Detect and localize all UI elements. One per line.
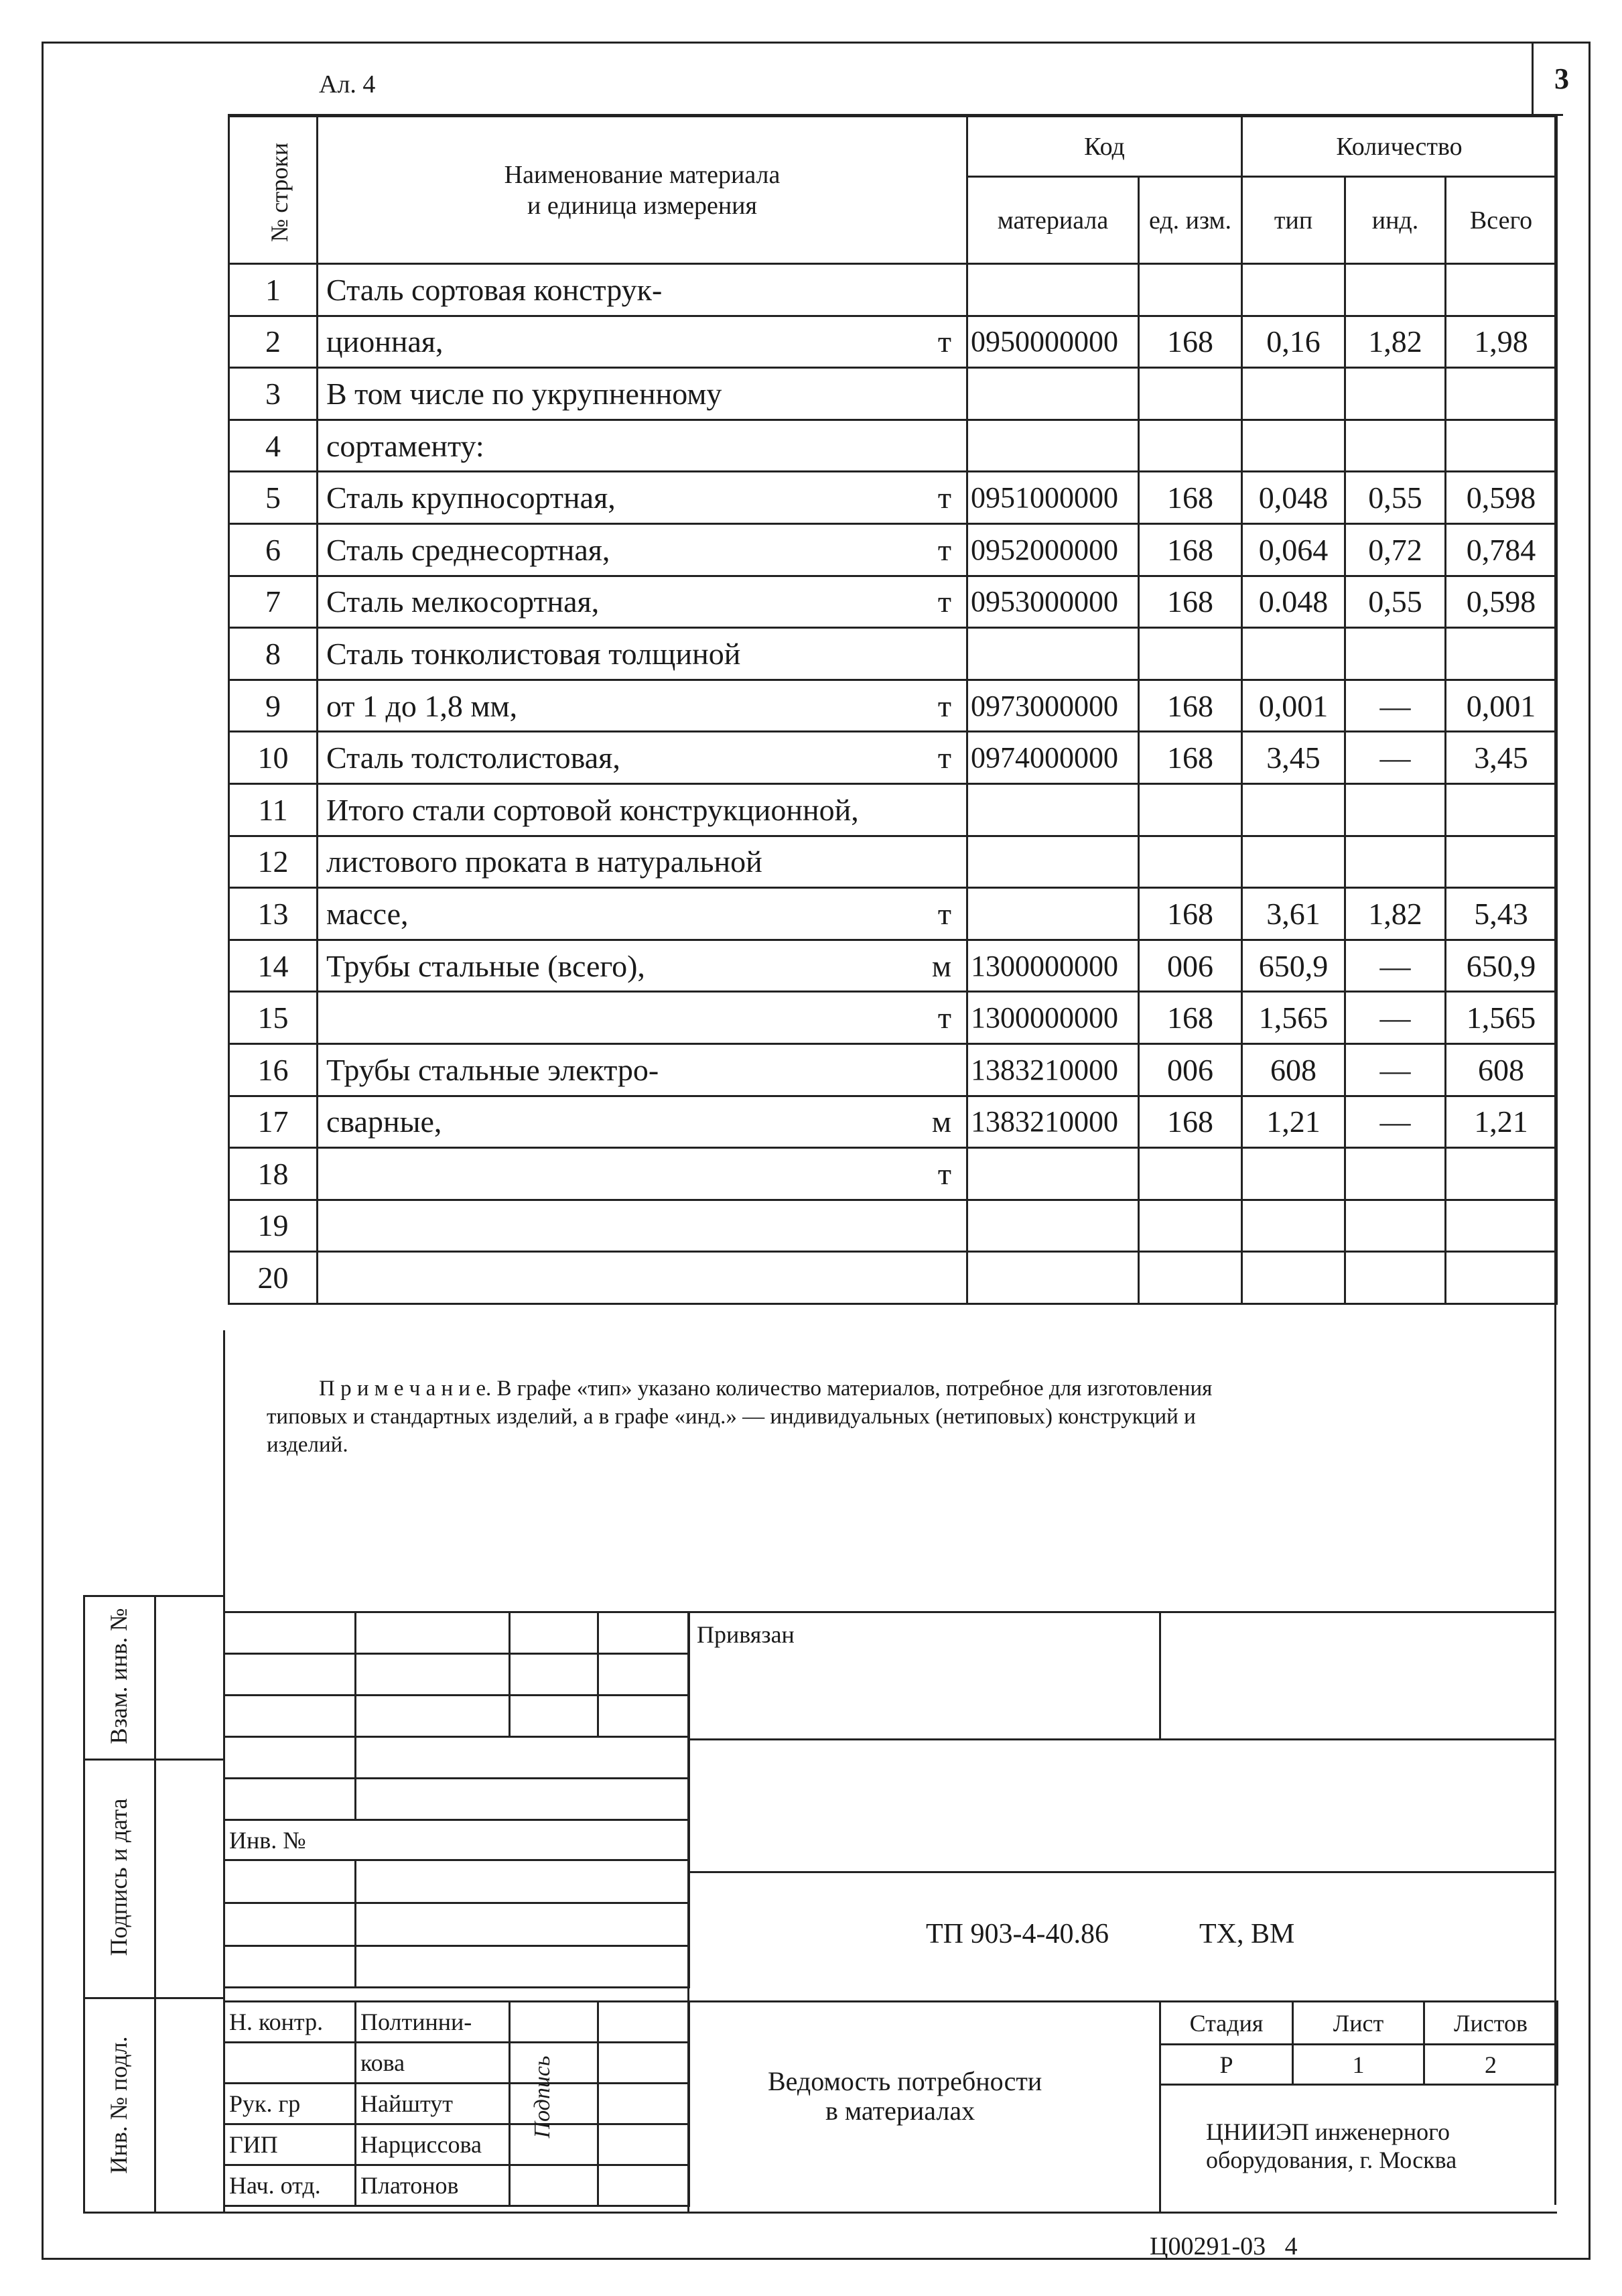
material-code — [967, 368, 1139, 420]
qty-type — [1242, 1252, 1345, 1304]
qty-type: 0,16 — [1242, 316, 1345, 368]
signer-row — [224, 2043, 689, 2084]
table-row — [229, 888, 1557, 940]
qty-ind — [1345, 368, 1446, 420]
material-cell — [318, 732, 967, 784]
material-code — [967, 1200, 1139, 1252]
signer-role: ГИП — [224, 2124, 356, 2165]
material-cell — [318, 420, 967, 472]
material-name: Сталь толстолистовая, — [326, 741, 620, 775]
signer-role: Н. контр. — [224, 2002, 356, 2043]
unit-symbol: т — [937, 1156, 951, 1191]
side-label-podpis: Подпись и дата — [105, 1798, 132, 1956]
unit-code: 168 — [1139, 888, 1242, 940]
org-line-1: ЦНИИЭП инженерного — [1206, 2118, 1450, 2145]
signer-name: кова — [356, 2043, 510, 2084]
qty-ind — [1345, 1200, 1446, 1252]
sheet-value: 1 — [1293, 2045, 1424, 2085]
material-cell — [318, 1148, 967, 1200]
qty-ind: 1,82 — [1345, 888, 1446, 940]
unit-code — [1139, 420, 1242, 472]
material-code — [967, 264, 1139, 316]
qty-total: 1,565 — [1446, 992, 1557, 1044]
unit-code — [1139, 1148, 1242, 1200]
material-code — [967, 420, 1139, 472]
qty-type — [1242, 783, 1345, 836]
qty-type: 650,9 — [1242, 940, 1345, 992]
signer-date — [598, 2002, 689, 2043]
qty-total — [1446, 1148, 1557, 1200]
qty-total — [1446, 783, 1557, 836]
side-bottom — [83, 2212, 1557, 2214]
privyazan-mid — [1159, 1611, 1161, 1740]
row-number: 12 — [229, 836, 318, 888]
material-name: сварные, — [326, 1104, 442, 1139]
org-left — [1159, 2078, 1161, 2212]
material-name: сортаменту: — [326, 428, 484, 463]
material-code — [967, 1148, 1139, 1200]
row-number: 19 — [229, 1200, 318, 1252]
footer-page: 4 — [1284, 2232, 1298, 2260]
unit-code — [1139, 368, 1242, 420]
qty-total — [1446, 628, 1557, 680]
row-number: 20 — [229, 1252, 318, 1304]
side-label-vzam: Взам. инв. № — [105, 1608, 132, 1744]
stage-table — [1159, 2000, 1558, 2086]
material-cell — [318, 1200, 967, 1252]
qty-ind: 0,55 — [1345, 576, 1446, 628]
qty-ind: 0,72 — [1345, 523, 1446, 576]
unit-code: 168 — [1139, 992, 1242, 1044]
signer-row — [224, 2124, 689, 2165]
qty-type: 1,21 — [1242, 1096, 1345, 1148]
stage-value: Р — [1160, 2045, 1293, 2085]
material-code — [967, 783, 1139, 836]
table-row — [229, 420, 1557, 472]
materials-rows — [229, 264, 1557, 1304]
material-code: 0951000000 — [967, 472, 1139, 524]
row-number: 18 — [229, 1148, 318, 1200]
qty-total: 0,598 — [1446, 472, 1557, 524]
doc-title-2: в материалах — [825, 2096, 975, 2126]
signer-name: Найштут — [356, 2084, 510, 2124]
table-row — [229, 628, 1557, 680]
qty-ind: — — [1345, 992, 1446, 1044]
footer-code — [1150, 2232, 1298, 2261]
qty-type — [1242, 1148, 1345, 1200]
qty-total: 608 — [1446, 1043, 1557, 1096]
qty-type: 0.048 — [1242, 576, 1345, 628]
material-cell — [318, 523, 967, 576]
material-cell — [318, 1096, 967, 1148]
side-label-inv-podl: Инв. № подл. — [105, 2036, 132, 2174]
row-number: 8 — [229, 628, 318, 680]
unit-code: 006 — [1139, 940, 1242, 992]
signer-date — [598, 2124, 689, 2165]
qty-total — [1446, 264, 1557, 316]
material-cell — [318, 472, 967, 524]
qty-type: 0,001 — [1242, 680, 1345, 732]
material-name: Итого стали сортовой конструкционной, — [326, 792, 859, 827]
unit-symbol: м — [931, 1104, 951, 1139]
row-number: 9 — [229, 680, 318, 732]
table-row — [229, 523, 1557, 576]
qty-total — [1446, 420, 1557, 472]
unit-code: 006 — [1139, 1043, 1242, 1096]
material-cell — [318, 316, 967, 368]
table-row — [229, 732, 1557, 784]
material-cell — [318, 888, 967, 940]
row-number: 10 — [229, 732, 318, 784]
row-number: 6 — [229, 523, 318, 576]
unit-symbol: т — [937, 896, 951, 931]
material-code: 0950000000 — [967, 316, 1139, 368]
unit-code — [1139, 264, 1242, 316]
qty-type — [1242, 836, 1345, 888]
signer-signature — [510, 2002, 598, 2043]
row-number: 14 — [229, 940, 318, 992]
signer-role: Нач. отд. — [224, 2165, 356, 2206]
signer-role: Рук. гр — [224, 2084, 356, 2124]
material-cell — [318, 264, 967, 316]
material-name: от 1 до 1,8 мм, — [326, 688, 518, 723]
material-cell — [318, 783, 967, 836]
table-row — [229, 1252, 1557, 1304]
qty-ind — [1345, 420, 1446, 472]
stamp-lower-cells — [223, 1859, 690, 1988]
material-name: Сталь мелкосортная, — [326, 584, 600, 619]
row-number: 7 — [229, 576, 318, 628]
unit-symbol: м — [931, 948, 951, 983]
material-name: Трубы стальные электро- — [326, 1052, 659, 1087]
qty-type — [1242, 628, 1345, 680]
qty-type — [1242, 420, 1345, 472]
signer-name: Нарциссова — [356, 2124, 510, 2165]
table-row — [229, 992, 1557, 1044]
row-number: 16 — [229, 1043, 318, 1096]
qty-total: 0,001 — [1446, 680, 1557, 732]
qty-ind — [1345, 264, 1446, 316]
qty-total: 5,43 — [1446, 888, 1557, 940]
header-code-material: материала — [967, 177, 1139, 264]
material-name: листового проката в натуральной — [326, 844, 762, 879]
unit-code — [1139, 836, 1242, 888]
signers-table — [223, 2000, 690, 2207]
row-number: 4 — [229, 420, 318, 472]
qty-type: 1,565 — [1242, 992, 1345, 1044]
header-quantity: Количество — [1242, 117, 1557, 177]
material-name: Трубы стальные (всего), — [326, 948, 645, 983]
stamp-upper-cells — [223, 1611, 690, 1738]
qty-ind — [1345, 1148, 1446, 1200]
stamp-middle-cells — [223, 1736, 690, 1861]
qty-total — [1446, 1252, 1557, 1304]
material-cell — [318, 576, 967, 628]
qty-ind: — — [1345, 940, 1446, 992]
table-row — [229, 1096, 1557, 1148]
table-row — [229, 472, 1557, 524]
row-number: 17 — [229, 1096, 318, 1148]
qty-total — [1446, 836, 1557, 888]
material-code — [967, 628, 1139, 680]
table-row — [229, 576, 1557, 628]
qty-type: 3,45 — [1242, 732, 1345, 784]
designation-top — [687, 1871, 1556, 1873]
sheets-label: Листов — [1424, 2002, 1558, 2045]
material-cell — [318, 992, 967, 1044]
table-row — [229, 1148, 1557, 1200]
qty-total: 650,9 — [1446, 940, 1557, 992]
qty-total: 3,45 — [1446, 732, 1557, 784]
table-row — [229, 1200, 1557, 1252]
unit-code: 168 — [1139, 523, 1242, 576]
inv-no-label: Инв. № — [224, 1820, 689, 1860]
table-row — [229, 1043, 1557, 1096]
qty-type: 608 — [1242, 1043, 1345, 1096]
table-row — [229, 316, 1557, 368]
header-code: Код — [967, 117, 1242, 177]
qty-total: 0,598 — [1446, 576, 1557, 628]
material-name: Сталь среднесортная, — [326, 532, 610, 567]
qty-type — [1242, 264, 1345, 316]
table-row — [229, 836, 1557, 888]
side-col-left — [83, 1595, 85, 2214]
unit-code: 168 — [1139, 680, 1242, 732]
page-number: 3 — [1554, 62, 1569, 95]
unit-symbol: т — [937, 1001, 951, 1035]
note-line-3: изделий. — [267, 1433, 348, 1457]
qty-type — [1242, 1200, 1345, 1252]
signer-role — [224, 2043, 356, 2084]
qty-ind: 1,82 — [1345, 316, 1446, 368]
material-name: ционная, — [326, 324, 444, 359]
material-cell — [318, 1043, 967, 1096]
material-cell — [318, 628, 967, 680]
qty-total: 1,21 — [1446, 1096, 1557, 1148]
qty-type: 0,064 — [1242, 523, 1345, 576]
material-code: 0953000000 — [967, 576, 1139, 628]
designation-code: ТП 903-4-40.86 — [926, 1919, 1109, 1950]
signer-name: Полтинни- — [356, 2002, 510, 2043]
material-cell — [318, 836, 967, 888]
unit-code: 168 — [1139, 472, 1242, 524]
qty-type — [1242, 368, 1345, 420]
row-number: 2 — [229, 316, 318, 368]
note-text-1: В графе «тип» указано количество материалов, потребное для изготовления — [496, 1377, 1213, 1401]
unit-symbol: т — [937, 741, 951, 775]
qty-ind — [1345, 836, 1446, 888]
privyazan-label: Привязан — [697, 1621, 795, 1648]
table-row — [229, 940, 1557, 992]
note-line-2: типовых и стандартных изделий, а в графе «инд.» — индивидуальных (нетиповых) конструкций и — [267, 1405, 1196, 1429]
material-code — [967, 1252, 1139, 1304]
unit-symbol: т — [937, 481, 951, 515]
table-row — [229, 783, 1557, 836]
qty-ind — [1345, 628, 1446, 680]
qty-ind: 0,55 — [1345, 472, 1446, 524]
unit-symbol: т — [937, 324, 951, 359]
qty-total: 1,98 — [1446, 316, 1557, 368]
unit-symbol: т — [937, 688, 951, 723]
material-name: Сталь сортовая конструк- — [326, 272, 663, 307]
header-code-unit: ед. изм. — [1139, 177, 1242, 264]
table-row — [229, 368, 1557, 420]
sheet-label: Лист — [1293, 2002, 1424, 2045]
unit-code — [1139, 1200, 1242, 1252]
privyazan-bottom — [687, 1738, 1556, 1740]
material-name: Сталь крупносортная, — [326, 481, 616, 515]
material-name: массе, — [326, 896, 409, 931]
signature-label: Подпись — [530, 2055, 555, 2139]
qty-ind: — — [1345, 1043, 1446, 1096]
signer-row — [224, 2084, 689, 2124]
qty-total: 0,784 — [1446, 523, 1557, 576]
row-number: 11 — [229, 783, 318, 836]
signer-date — [598, 2084, 689, 2124]
qty-total — [1446, 368, 1557, 420]
qty-type: 3,61 — [1242, 888, 1345, 940]
qty-total — [1446, 1200, 1557, 1252]
table-row — [229, 264, 1557, 316]
unit-code: 168 — [1139, 1096, 1242, 1148]
unit-symbol: т — [937, 532, 951, 567]
signer-row — [224, 2002, 689, 2043]
row-number: 15 — [229, 992, 318, 1044]
header-qty-total: Всего — [1446, 177, 1557, 264]
signer-date — [598, 2165, 689, 2206]
unit-code: 168 — [1139, 316, 1242, 368]
signer-date — [598, 2043, 689, 2084]
material-code: 1300000000 — [967, 940, 1139, 992]
qty-ind: — — [1345, 680, 1446, 732]
signer-signature — [510, 2165, 598, 2206]
note-title: П р и м е ч а н и е. — [319, 1377, 492, 1401]
doc-title-1: Ведомость потребности — [768, 2066, 1042, 2096]
material-code: 0973000000 — [967, 680, 1139, 732]
qty-ind: — — [1345, 732, 1446, 784]
side-sep-2 — [83, 1997, 224, 1999]
header-qty-ind: инд. — [1345, 177, 1446, 264]
note-line-1 — [319, 1377, 1212, 1401]
unit-symbol: т — [937, 584, 951, 619]
material-code — [967, 888, 1139, 940]
material-code: 1300000000 — [967, 992, 1139, 1044]
signer-name: Платонов — [356, 2165, 510, 2206]
page-number-box-left — [1532, 42, 1534, 115]
qty-ind: — — [1345, 1096, 1446, 1148]
designation-mark: ТХ, ВМ — [1199, 1919, 1295, 1950]
row-number: 3 — [229, 368, 318, 420]
unit-code: 168 — [1139, 732, 1242, 784]
row-number: 5 — [229, 472, 318, 524]
material-cell — [318, 1252, 967, 1304]
header-row-number: № строки — [229, 117, 318, 264]
unit-code — [1139, 783, 1242, 836]
material-name: Сталь тонколистовая толщиной — [326, 636, 741, 671]
materials-table — [228, 115, 1558, 1305]
stage-label: Стадия — [1160, 2002, 1293, 2045]
material-code: 1383210000 — [967, 1043, 1139, 1096]
org-line-2: оборудования, г. Москва — [1206, 2147, 1457, 2173]
material-code: 0952000000 — [967, 523, 1139, 576]
material-name: В том числе по укрупненному — [326, 376, 722, 411]
material-cell — [318, 368, 967, 420]
unit-code: 168 — [1139, 576, 1242, 628]
header-material-name: Наименование материала и единица измерения — [318, 117, 967, 264]
material-cell — [318, 940, 967, 992]
qty-ind — [1345, 1252, 1446, 1304]
qty-ind — [1345, 783, 1446, 836]
material-code: 1383210000 — [967, 1096, 1139, 1148]
footer-doc-code: Ц00291-03 — [1150, 2232, 1266, 2260]
row-number: 1 — [229, 264, 318, 316]
material-code — [967, 836, 1139, 888]
material-code: 0974000000 — [967, 732, 1139, 784]
material-cell — [318, 680, 967, 732]
signer-row — [224, 2165, 689, 2206]
header-qty-type: тип — [1242, 177, 1345, 264]
unit-code — [1139, 1252, 1242, 1304]
side-col-mid — [154, 1595, 156, 2214]
unit-code — [1139, 628, 1242, 680]
qty-type: 0,048 — [1242, 472, 1345, 524]
row-number: 13 — [229, 888, 318, 940]
album-label: Ал. 4 — [319, 70, 376, 99]
sheets-value: 2 — [1424, 2045, 1558, 2085]
table-row — [229, 680, 1557, 732]
